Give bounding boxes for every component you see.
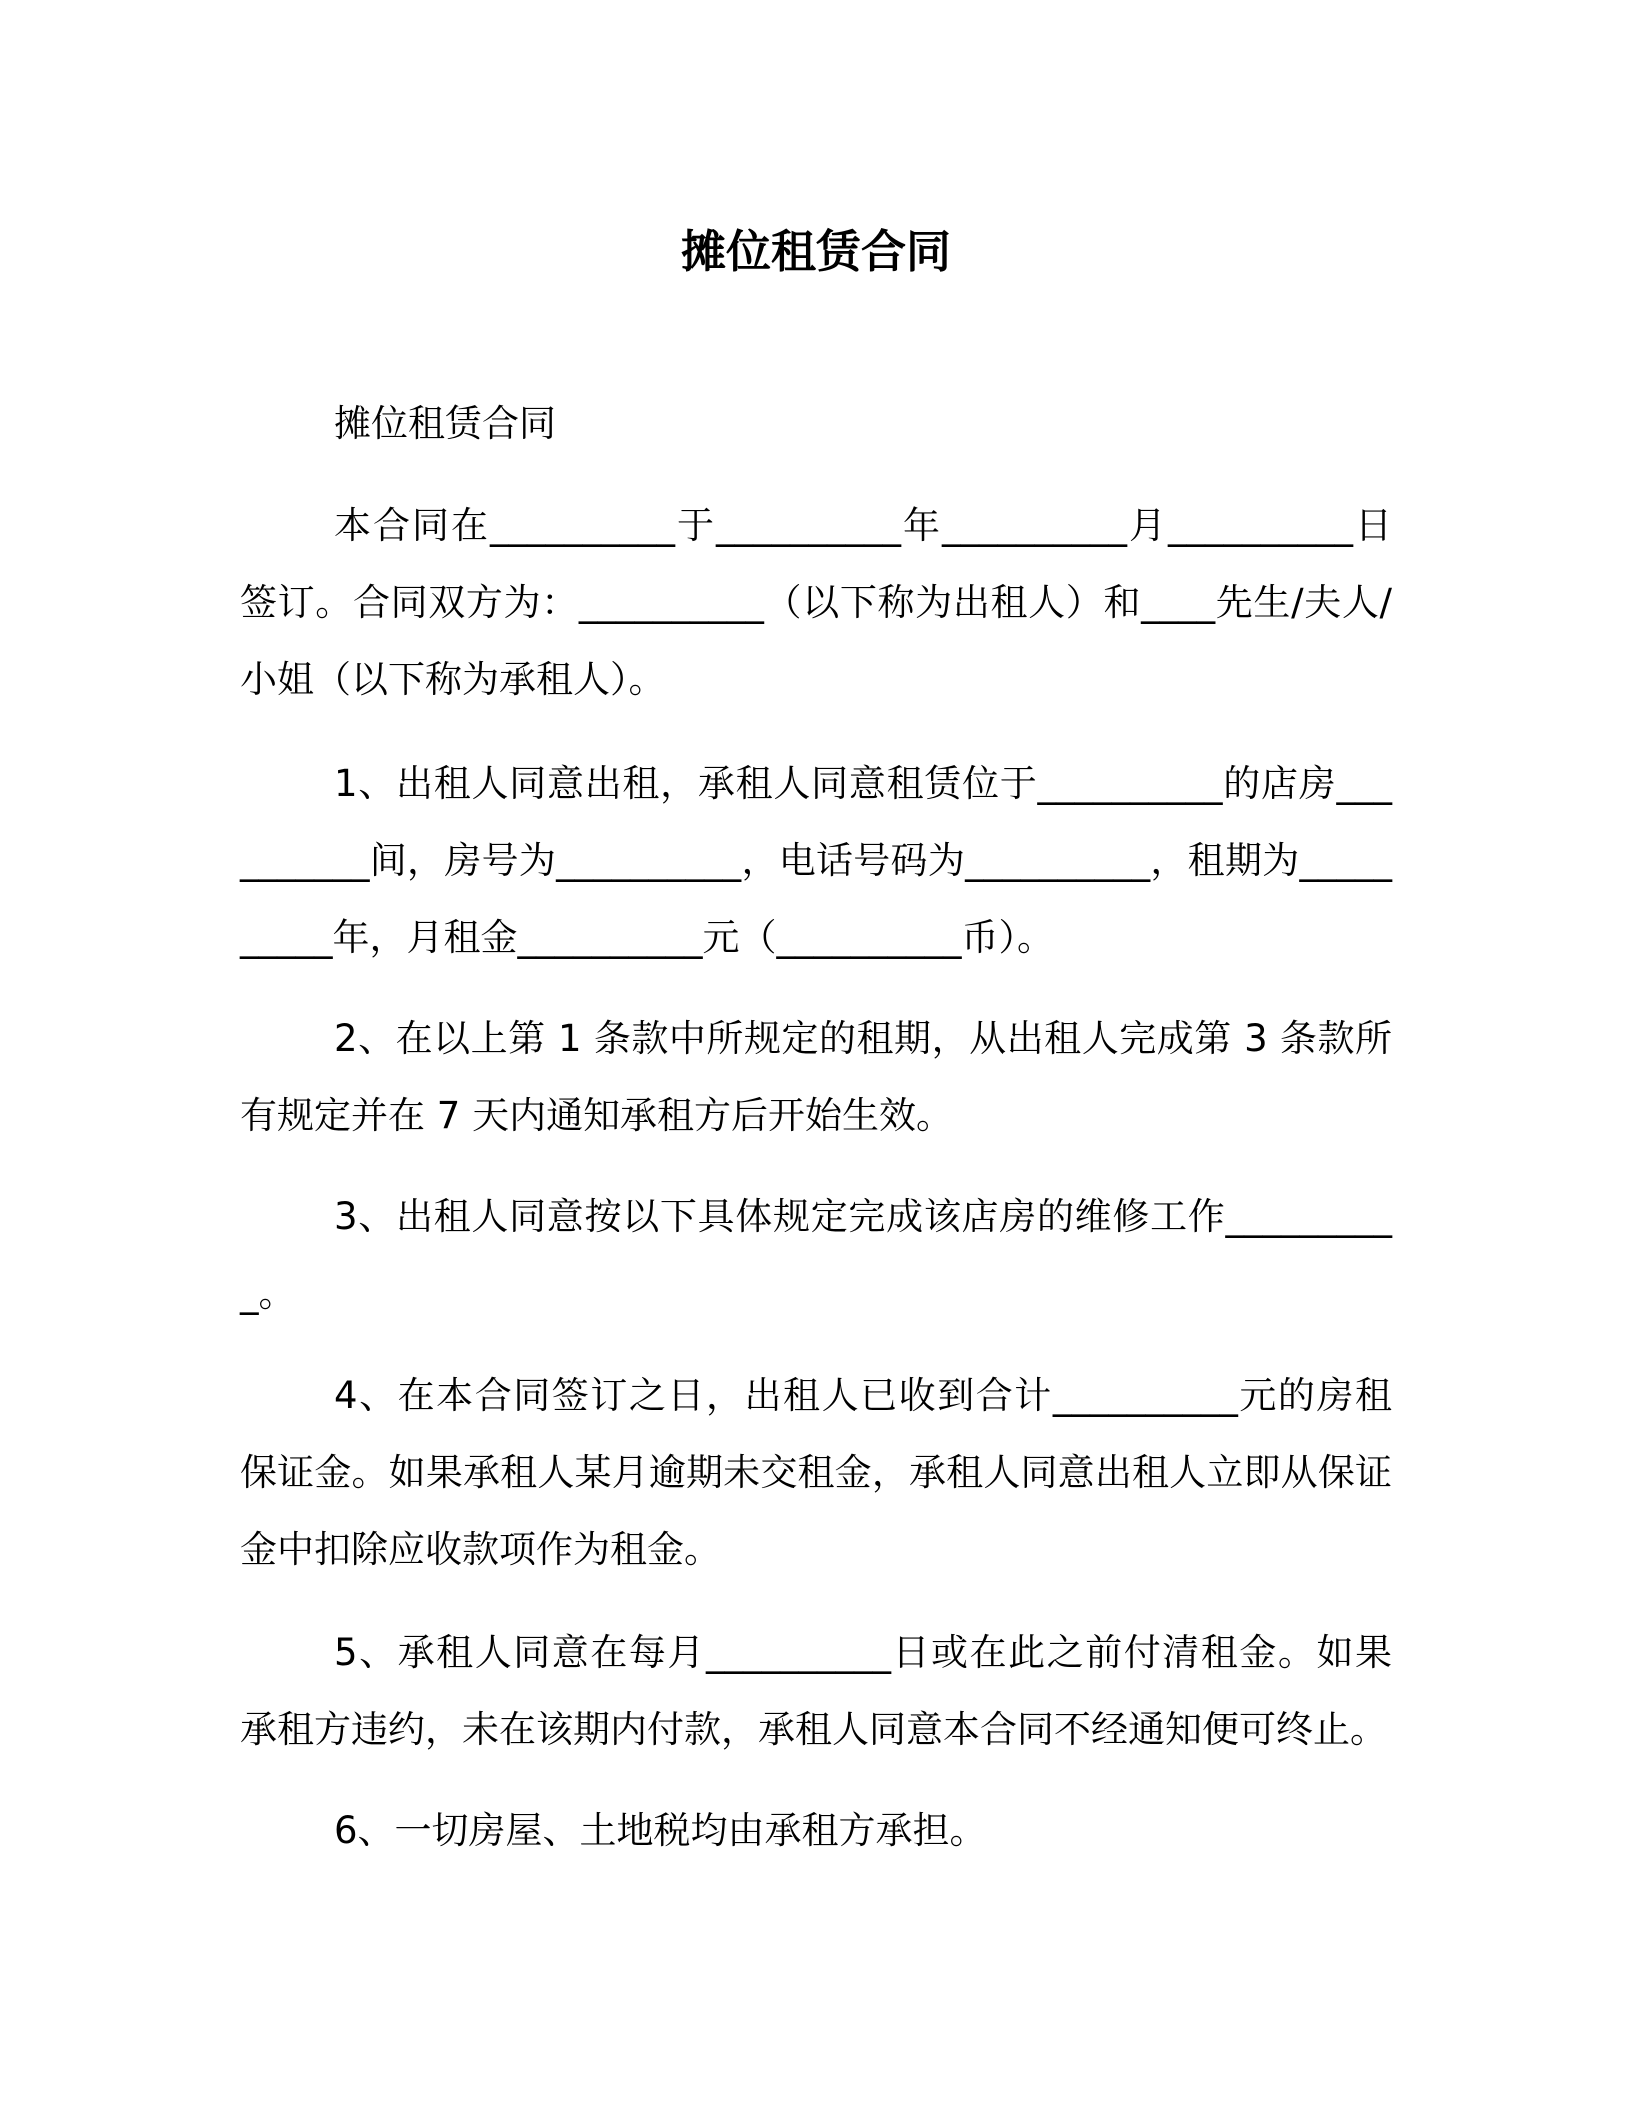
document-title: 摊位租赁合同: [680, 225, 951, 278]
clause-6: 6、一切房屋、土地税均由承租方承担。: [334, 1809, 987, 1852]
clause-3: 3、出租人同意按以下具体规定完成该店房的维修工作__________。: [240, 1195, 1392, 1315]
clause-5: 5、承租人同意在每月__________日或在此之前付清租金。如果承租方违约，未在该期内付款，承租人同意本合同不经通知便可终止。: [240, 1631, 1392, 1751]
clause-1: 1、出租人同意出租，承租人同意租赁位于__________的店房__________间，房号为__________，电话号码为__________，租期为__________年，月租金__________元（__________币）。: [240, 762, 1392, 959]
document-heading: 摊位租赁合同: [334, 402, 556, 445]
clause-2: 2、在以上第 1 条款中所规定的租期，从出租人完成第 3 条款所有规定并在 7 天内通知承租方后开始生效。: [240, 1017, 1392, 1137]
intro-paragraph: 本合同在__________于__________年__________月__________日签订。合同双方为：__________（以下称为出租人）和____先生/夫人/小姐（以下称为承租人）。: [240, 504, 1392, 701]
clause-4: 4、在本合同签订之日，出租人已收到合计__________元的房租保证金。如果承租人某月逾期未交租金，承租人同意出租人立即从保证金中扣除应收款项作为租金。: [240, 1374, 1392, 1571]
